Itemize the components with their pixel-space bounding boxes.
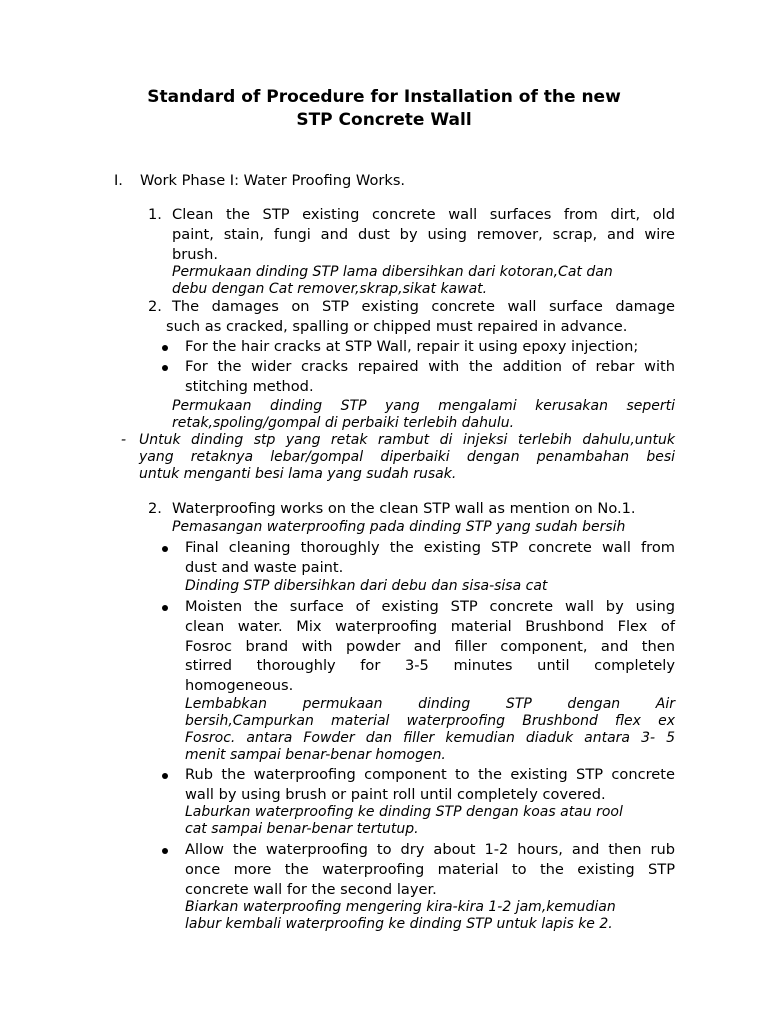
step-2-line-3: Fosroc brand with powder and filler component, and then	[185, 638, 675, 655]
step-2-translation-1: Lembabkan permukaan dinding STP dengan Air	[185, 696, 675, 712]
step-4-line-2: once more the waterproofing material to the existing STP	[185, 861, 675, 878]
item-2-line-1: The damages on STP existing concrete wall surface damage	[172, 298, 675, 315]
title-line-1: Standard of Procedure for Installation of the new	[147, 87, 621, 107]
step-2-translation-2: bersih,Campurkan material waterproofing Brushbond flex ex	[185, 713, 675, 729]
step-2-line-1: Moisten the surface of existing STP concrete wall by using	[185, 598, 675, 615]
section-number: I.	[114, 172, 123, 189]
bullet-dot	[162, 345, 168, 351]
item-1-translation-1: Permukaan dinding STP lama dibersihkan dari kotoran,Cat dan	[172, 264, 613, 280]
item-2-translation-1: Permukaan dinding STP yang mengalami kerusakan seperti	[172, 398, 675, 414]
bullet-dot	[162, 605, 168, 611]
item-2-line-2: such as cracked, spalling or chipped must repaired in advance.	[166, 318, 628, 335]
item-1-line-3: brush.	[172, 246, 219, 263]
item-3-line-1: Waterproofing works on the clean STP wall as mention on No.1.	[172, 500, 636, 517]
item-1-translation-2: debu dengan Cat remover,skrap,sikat kawat.	[172, 281, 488, 297]
item-2-bullet-2-line-2: stitching method.	[185, 378, 314, 395]
step-3-line-2: wall by using brush or paint roll until completely covered.	[185, 786, 606, 803]
step-2-translation-3: Fosroc. antara Fowder dan filler kemudian diaduk antara 3- 5	[185, 730, 675, 746]
dash-paragraph-line-1: Untuk dinding stp yang retak rambut di injeksi terlebih dahulu,untuk	[139, 432, 675, 448]
title-line-2: STP Concrete Wall	[296, 110, 472, 130]
step-4-line-1: Allow the waterproofing to dry about 1-2 hours, and then rub	[185, 841, 675, 858]
step-2-line-2: clean water. Mix waterproofing material Brushbond Flex of	[185, 618, 675, 635]
step-4-translation-2: labur kembali waterproofing ke dinding STP untuk lapis ke 2.	[185, 916, 613, 932]
item-2-bullet-1: For the hair cracks at STP Wall, repair it using epoxy injection;	[185, 338, 639, 355]
item-1-line-1: Clean the STP existing concrete wall surfaces from dirt, old	[172, 206, 675, 223]
step-2-line-5: homogeneous.	[185, 677, 294, 694]
step-1-line-1: Final cleaning thoroughly the existing STP concrete wall from	[185, 539, 675, 556]
bullet-dot	[162, 848, 168, 854]
dash-paragraph-line-3: untuk menganti besi lama yang sudah rusak.	[139, 466, 457, 482]
bullet-dot	[162, 546, 168, 552]
step-2-translation-4: menit sampai benar-benar homogen.	[185, 747, 446, 763]
item-1-number: 1.	[148, 206, 162, 223]
step-3-translation-1: Laburkan waterproofing ke dinding STP dengan koas atau rool	[185, 804, 623, 820]
step-2-line-4: stirred thoroughly for 3-5 minutes until completely	[185, 657, 675, 674]
section-title: Work Phase I: Water Proofing Works.	[140, 172, 406, 189]
dash-paragraph-line-2: yang retaknya lebar/gompal diperbaiki dengan penambahan besi	[139, 449, 675, 465]
step-1-line-2: dust and waste paint.	[185, 559, 344, 576]
item-3-number: 2.	[148, 500, 162, 517]
item-3-translation: Pemasangan waterproofing pada dinding STP yang sudah bersih	[172, 519, 626, 535]
item-2-bullet-2-line-1: For the wider cracks repaired with the addition of rebar with	[185, 358, 675, 375]
step-3-translation-2: cat sampai benar-benar tertutup.	[185, 821, 419, 837]
bullet-dot	[162, 365, 168, 371]
step-4-translation-1: Biarkan waterproofing mengering kira-kira 1-2 jam,kemudian	[185, 899, 616, 915]
document-title	[0, 86, 768, 132]
step-4-line-3: concrete wall for the second layer.	[185, 881, 437, 898]
bullet-dot	[162, 773, 168, 779]
step-1-translation: Dinding STP dibersihkan dari debu dan sisa-sisa cat	[185, 578, 548, 594]
dash-marker: -	[121, 432, 127, 448]
item-1-line-2: paint, stain, fungi and dust by using remover, scrap, and wire	[172, 226, 675, 243]
step-3-line-1: Rub the waterproofing component to the existing STP concrete	[185, 766, 675, 783]
item-2-number: 2.	[148, 298, 162, 315]
item-2-translation-2: retak,spoling/gompal di perbaiki terlebih dahulu.	[172, 415, 515, 431]
